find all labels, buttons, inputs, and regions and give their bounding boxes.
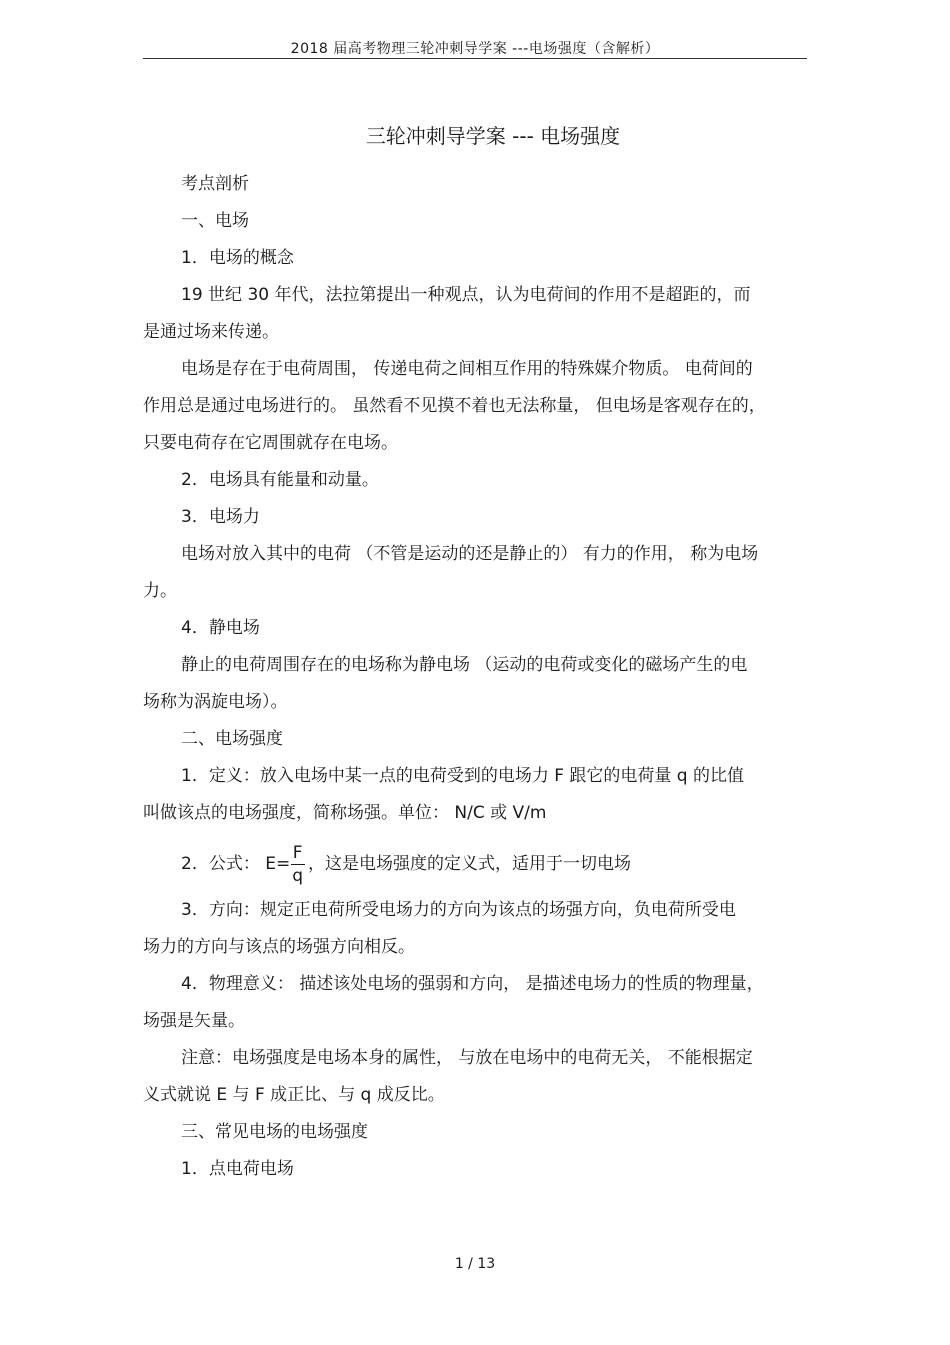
page-title: 三轮冲刺导学案 --- 电场强度 bbox=[365, 124, 621, 148]
paragraph-line: 只要电荷存在它周围就存在电场。 bbox=[143, 433, 398, 453]
paragraph-line: 叫做该点的电场强度，简称场强。单位： N/C 或 V/m bbox=[143, 803, 547, 823]
paragraph-line: 作用总是通过电场进行的。 虽然看不见摸不着也无法称量， 但电场是客观存在的， bbox=[143, 396, 766, 416]
paragraph-line: 1．定义：放入电场中某一点的电荷受到的电场力 F 跟它的电荷量 q 的比值 bbox=[181, 766, 744, 786]
section-heading: 考点剖析 bbox=[181, 174, 249, 194]
paragraph-line: 注意：电场强度是电场本身的属性， 与放在电场中的电荷无关， 不能根据定 bbox=[181, 1048, 753, 1068]
paragraph-line: 力。 bbox=[143, 581, 177, 601]
paragraph-line: 电场对放入其中的电荷 （不管是运动的还是静止的） 有力的作用， 称为电场 bbox=[181, 544, 759, 564]
paragraph-line: 电场是存在于电荷周围， 传递电荷之间相互作用的特殊媒介物质。 电荷间的 bbox=[181, 359, 753, 379]
subsection-heading: 1．点电荷电场 bbox=[181, 1159, 294, 1179]
paragraph-line: 3．方向：规定正电荷所受电场力的方向为该点的场强方向，负电荷所受电 bbox=[181, 900, 736, 920]
subsection-heading: 2．电场具有能量和动量。 bbox=[181, 470, 379, 490]
formula-suffix: ，这是电场强度的定义式，适用于一切电场 bbox=[308, 853, 632, 874]
formula-line bbox=[181, 836, 807, 892]
section-heading: 二、电场强度 bbox=[181, 729, 283, 749]
subsection-heading: 3．电场力 bbox=[181, 507, 260, 527]
fraction-numerator: F bbox=[292, 842, 303, 863]
paragraph-line: 场强是矢量。 bbox=[143, 1011, 245, 1031]
header-divider bbox=[143, 58, 807, 59]
fraction bbox=[290, 844, 305, 885]
document-body bbox=[143, 166, 807, 1188]
paragraph-line: 4．物理意义： 描述该处电场的强弱和方向， 是描述电场力的性质的物理量， bbox=[181, 974, 764, 994]
formula-prefix: 2．公式： E= bbox=[181, 853, 291, 874]
paragraph-line: 19 世纪 30 年代，法拉第提出一种观点，认为电荷间的作用不是超距的，而 bbox=[181, 285, 751, 305]
paragraph-line: 场称为涡旋电场）。 bbox=[143, 692, 288, 712]
paragraph-line: 义式就说 E 与 F 成正比、与 q 成反比。 bbox=[143, 1085, 445, 1105]
subsection-heading: 4．静电场 bbox=[181, 618, 260, 638]
running-header: 2018 届高考物理三轮冲刺导学案 ---电场强度（含解析） bbox=[290, 41, 660, 57]
paragraph-line: 是通过场来传递。 bbox=[143, 322, 279, 342]
paragraph-line: 场力的方向与该点的场强方向相反。 bbox=[143, 937, 415, 957]
section-heading: 一、电场 bbox=[181, 211, 249, 231]
page-number: 1 / 13 bbox=[454, 1256, 496, 1272]
paragraph-line: 静止的电荷周围存在的电场称为静电场 （运动的电荷或变化的磁场产生的电 bbox=[181, 655, 748, 675]
subsection-heading: 1．电场的概念 bbox=[181, 248, 294, 268]
section-heading: 三、常见电场的电场强度 bbox=[181, 1122, 368, 1142]
fraction-denominator: q bbox=[292, 865, 304, 886]
